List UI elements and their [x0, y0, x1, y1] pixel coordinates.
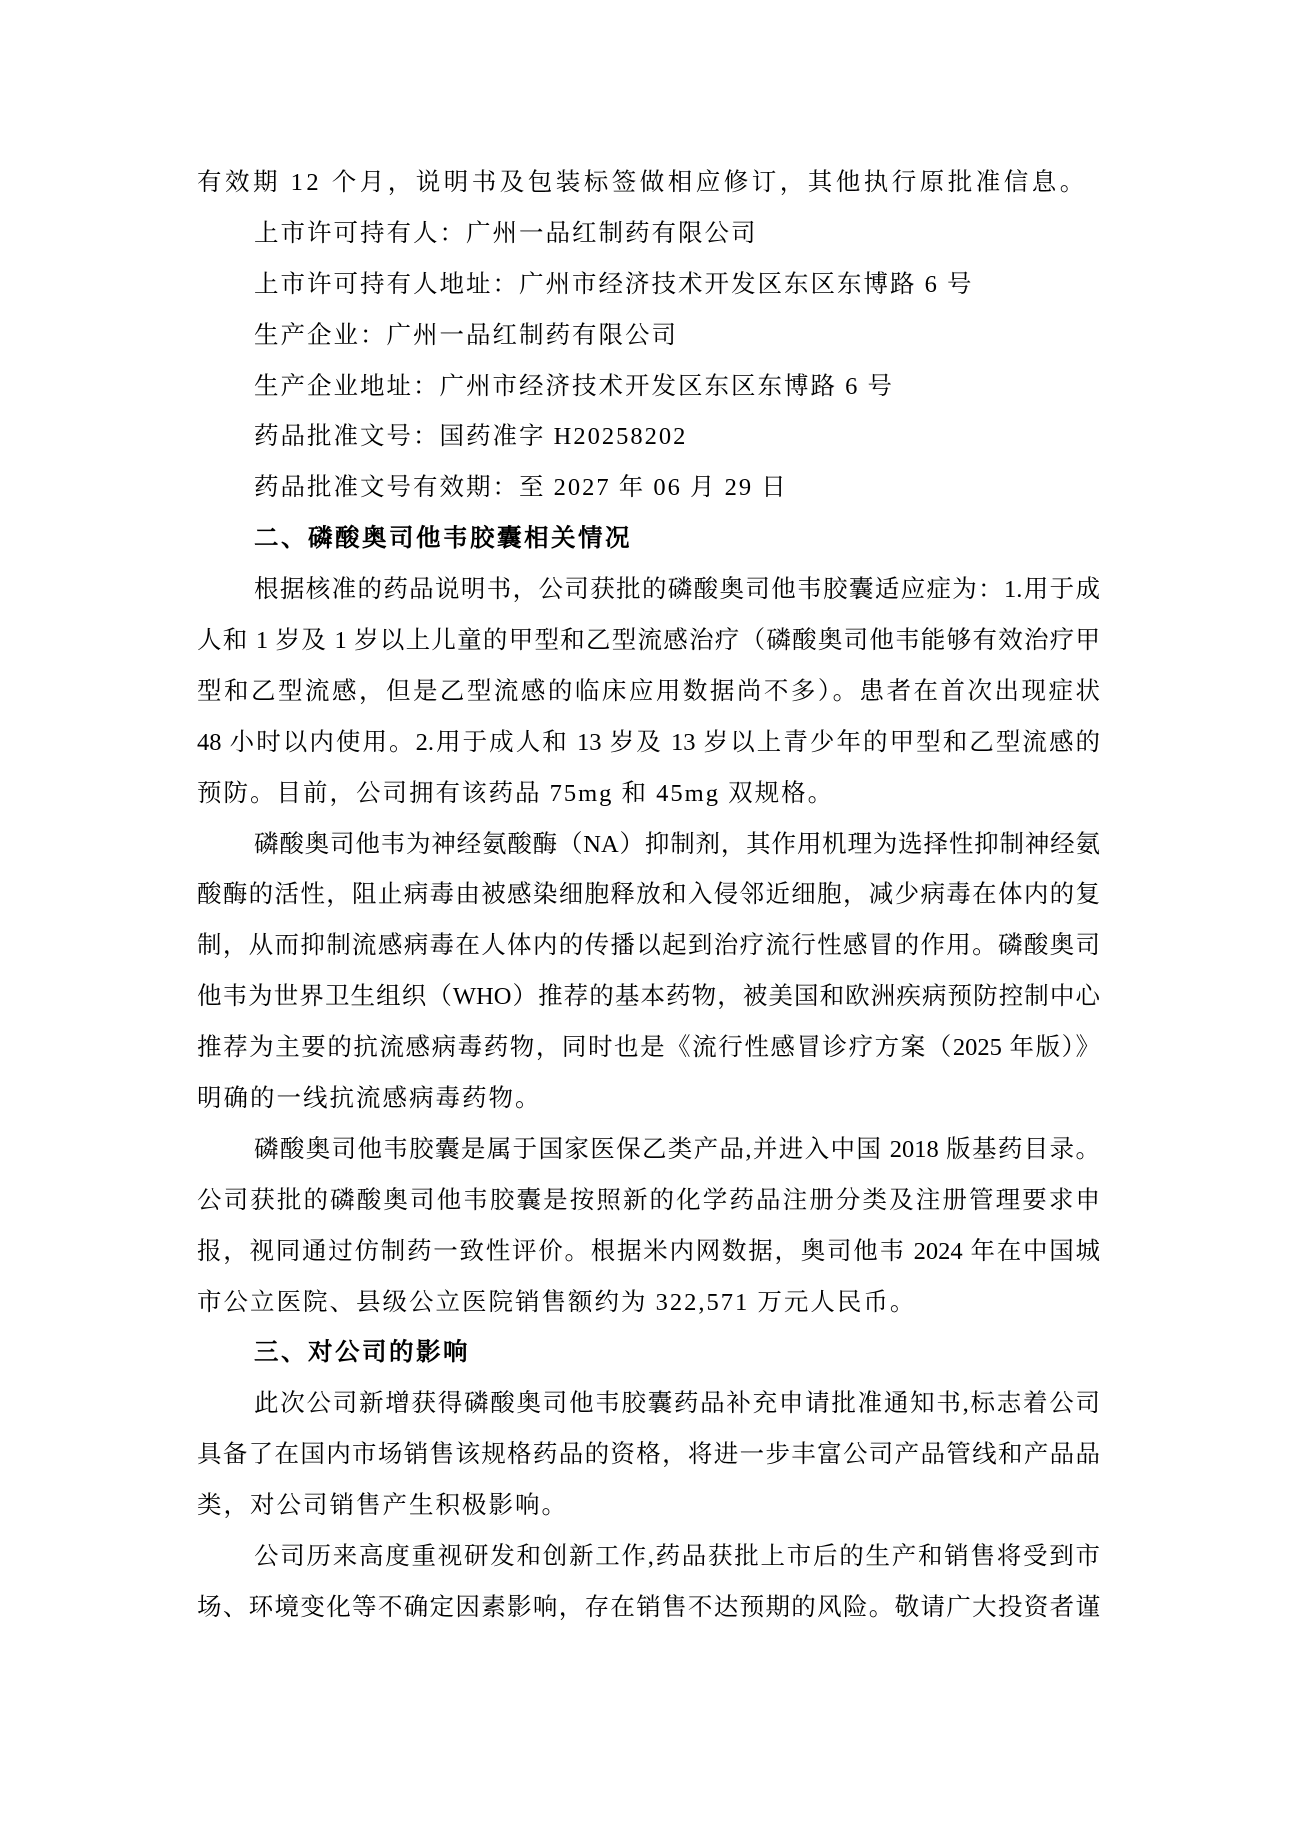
text-line: 明确的一线抗流感病毒药物。	[197, 1085, 542, 1113]
text-line: 预防。目前，公司拥有该药品 75mg 和 45mg 双规格。	[197, 779, 835, 807]
text-line: 有效期 12 个月，说明书及包装标签做相应修订，其他执行原批准信息。	[197, 169, 1088, 196]
text-line: 人和 1 岁及 1 岁以上儿童的甲型和乙型流感治疗（磷酸奥司他韦能够有效治疗甲	[197, 627, 1100, 655]
text-line: 磷酸奥司他韦胶囊是属于国家医保乙类产品,并进入中国 2018 版基药目录。	[254, 1135, 1100, 1163]
text-line: 推荐为主要的抗流感病毒药物，同时也是《流行性感冒诊疗方案（2025 年版）》	[197, 1034, 1100, 1062]
text-line: 报，视同通过仿制药一致性评价。根据米内网数据，奥司他韦 2024 年在中国城	[197, 1237, 1100, 1265]
section-heading: 二、磷酸奥司他韦胶囊相关情况	[254, 525, 632, 553]
text-line: 制，从而抑制流感病毒在人体内的传播以起到治疗流行性感冒的作用。磷酸奥司	[197, 932, 1100, 960]
text-line: 市公立医院、县级公立医院销售额约为 322,571 万元人民币。	[197, 1288, 917, 1316]
text-line: 公司获批的磷酸奥司他韦胶囊是按照新的化学药品注册分类及注册管理要求申	[197, 1186, 1100, 1214]
text-line: 他韦为世界卫生组织（WHO）推荐的基本药物，被美国和欧洲疾病预防控制中心	[197, 983, 1100, 1011]
text-line: 类，对公司销售产生积极影响。	[197, 1492, 568, 1520]
text-line: 公司历来高度重视研发和创新工作,药品获批上市后的生产和销售将受到市	[254, 1543, 1100, 1571]
text-line: 生产企业：广州一品红制药有限公司	[254, 321, 678, 349]
text-line: 酸酶的活性，阻止病毒由被感染细胞释放和入侵邻近细胞，减少病毒在体内的复	[197, 881, 1100, 909]
text-line: 生产企业地址：广州市经济技术开发区东区东博路 6 号	[254, 372, 894, 400]
text-line: 此次公司新增获得磷酸奥司他韦胶囊药品补充申请批准通知书,标志着公司	[254, 1390, 1100, 1418]
text-line: 上市许可持有人：广州一品红制药有限公司	[254, 219, 758, 247]
text-block	[197, 158, 1100, 1634]
text-line: 药品批准文号有效期：至 2027 年 06 月 29 日	[254, 474, 788, 502]
section-heading: 三、对公司的影响	[254, 1339, 470, 1367]
text-line: 根据核准的药品说明书，公司获批的磷酸奥司他韦胶囊适应症为：1.用于成	[254, 576, 1100, 604]
text-line: 药品批准文号：国药准字 H20258202	[254, 423, 688, 451]
text-line: 场、环境变化等不确定因素影响，存在销售不达预期的风险。敬请广大投资者谨	[197, 1593, 1100, 1621]
text-line: 磷酸奥司他韦为神经氨酸酶（NA）抑制剂，其作用机理为选择性抑制神经氨	[254, 830, 1100, 858]
text-line: 上市许可持有人地址：广州市经济技术开发区东区东博路 6 号	[254, 270, 974, 298]
text-line: 48 小时以内使用。2.用于成人和 13 岁及 13 岁以上青少年的甲型和乙型流感的	[197, 728, 1100, 756]
text-line: 具备了在国内市场销售该规格药品的资格，将进一步丰富公司产品管线和产品品	[197, 1441, 1100, 1469]
text-line: 型和乙型流感，但是乙型流感的临床应用数据尚不多）。患者在首次出现症状	[197, 677, 1100, 705]
